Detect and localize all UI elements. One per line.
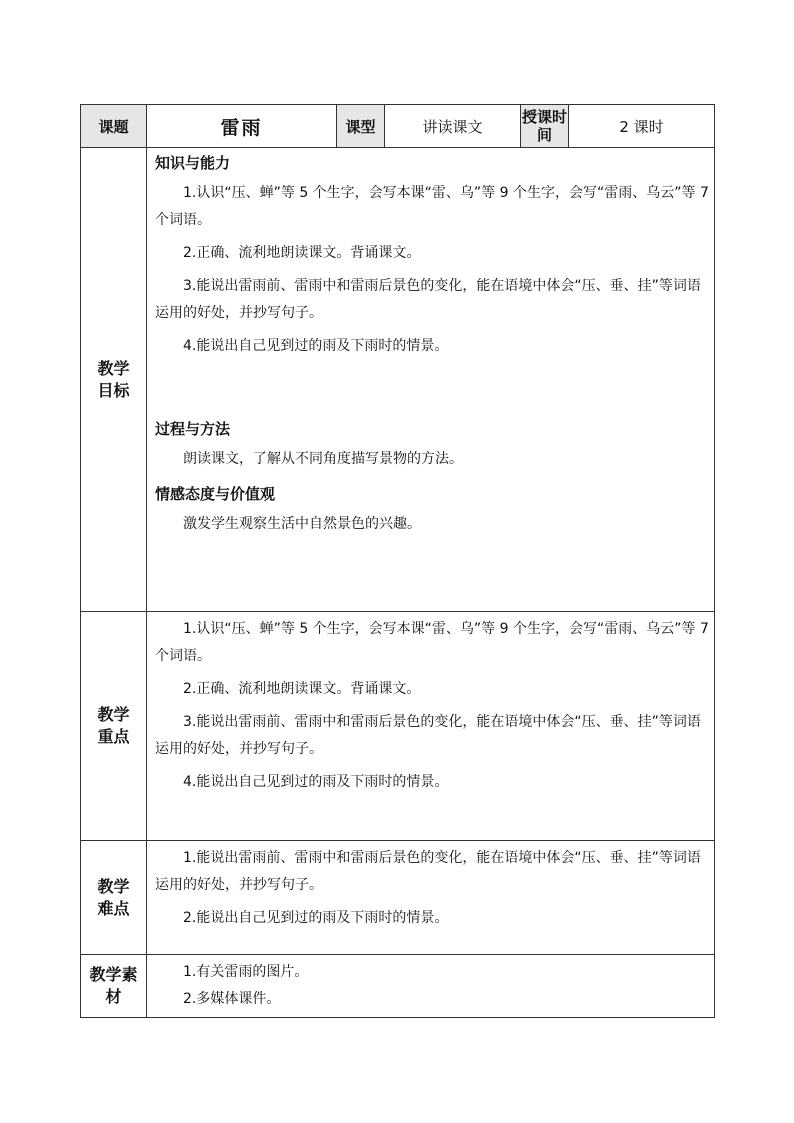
key-points-content <box>147 612 715 841</box>
objectives-content <box>147 148 715 612</box>
process-title: 过程与方法 <box>155 420 231 438</box>
materials-content <box>147 955 715 1018</box>
difficulties-label: 教学难点 <box>81 841 147 955</box>
materials-row <box>81 955 715 1018</box>
time-value: 2 课时 <box>569 105 715 148</box>
material-item: 1.有关雷雨的图片。 <box>183 964 309 980</box>
difficulties-content <box>147 841 715 955</box>
key-point-item: 2.正确、流利地朗读课文。背诵课文。 <box>183 681 421 697</box>
objectives-label: 教学目标 <box>81 148 147 612</box>
type-label: 课型 <box>337 105 385 148</box>
difficulties-row <box>81 841 715 955</box>
attitude-text: 激发学生观察生活中自然景色的兴趣。 <box>183 516 421 532</box>
knowledge-item: 2.正确、流利地朗读课文。背诵课文。 <box>183 245 421 261</box>
key-point-item: 3.能说出雷雨前、雷雨中和雷雨后景色的变化，能在语境中体会“压、垂、挂”等词语运用的好处，并抄写句子。 <box>155 714 701 757</box>
knowledge-item: 4.能说出自己见到过的雨及下雨时的情景。 <box>183 338 449 354</box>
lesson-plan-table <box>80 104 715 1018</box>
attitude-title: 情感态度与价值观 <box>155 485 276 503</box>
materials-label: 教学素材 <box>81 955 147 1018</box>
knowledge-title: 知识与能力 <box>155 154 231 172</box>
topic-label: 课题 <box>81 105 147 148</box>
key-point-item: 1.认识“压、蝉”等 5 个生字，会写本课“雷、乌”等 9 个生字，会写“雷雨、乌云”等 7 个词语。 <box>155 621 709 664</box>
difficulty-item: 1.能说出雷雨前、雷雨中和雷雨后景色的变化，能在语境中体会“压、垂、挂”等词语运用的好处，并抄写句子。 <box>155 850 701 893</box>
time-label: 授课时间 <box>521 105 569 148</box>
type-value: 讲读课文 <box>385 105 521 148</box>
key-points-label: 教学重点 <box>81 612 147 841</box>
material-item: 2.多媒体课件。 <box>183 991 281 1007</box>
knowledge-item: 3.能说出雷雨前、雷雨中和雷雨后景色的变化，能在语境中体会“压、垂、挂”等词语运用的好处，并抄写句子。 <box>155 278 701 321</box>
process-text: 朗读课文，了解从不同角度描写景物的方法。 <box>183 451 463 467</box>
key-point-item: 4.能说出自己见到过的雨及下雨时的情景。 <box>183 774 449 790</box>
header-row <box>81 105 715 148</box>
difficulty-item: 2.能说出自己见到过的雨及下雨时的情景。 <box>183 910 449 926</box>
key-points-row <box>81 612 715 841</box>
objectives-row <box>81 148 715 612</box>
knowledge-item: 1.认识“压、蝉”等 5 个生字，会写本课“雷、乌”等 9 个生字，会写“雷雨、乌云”等 7 个词语。 <box>155 185 709 228</box>
topic-value: 雷雨 <box>147 105 337 148</box>
